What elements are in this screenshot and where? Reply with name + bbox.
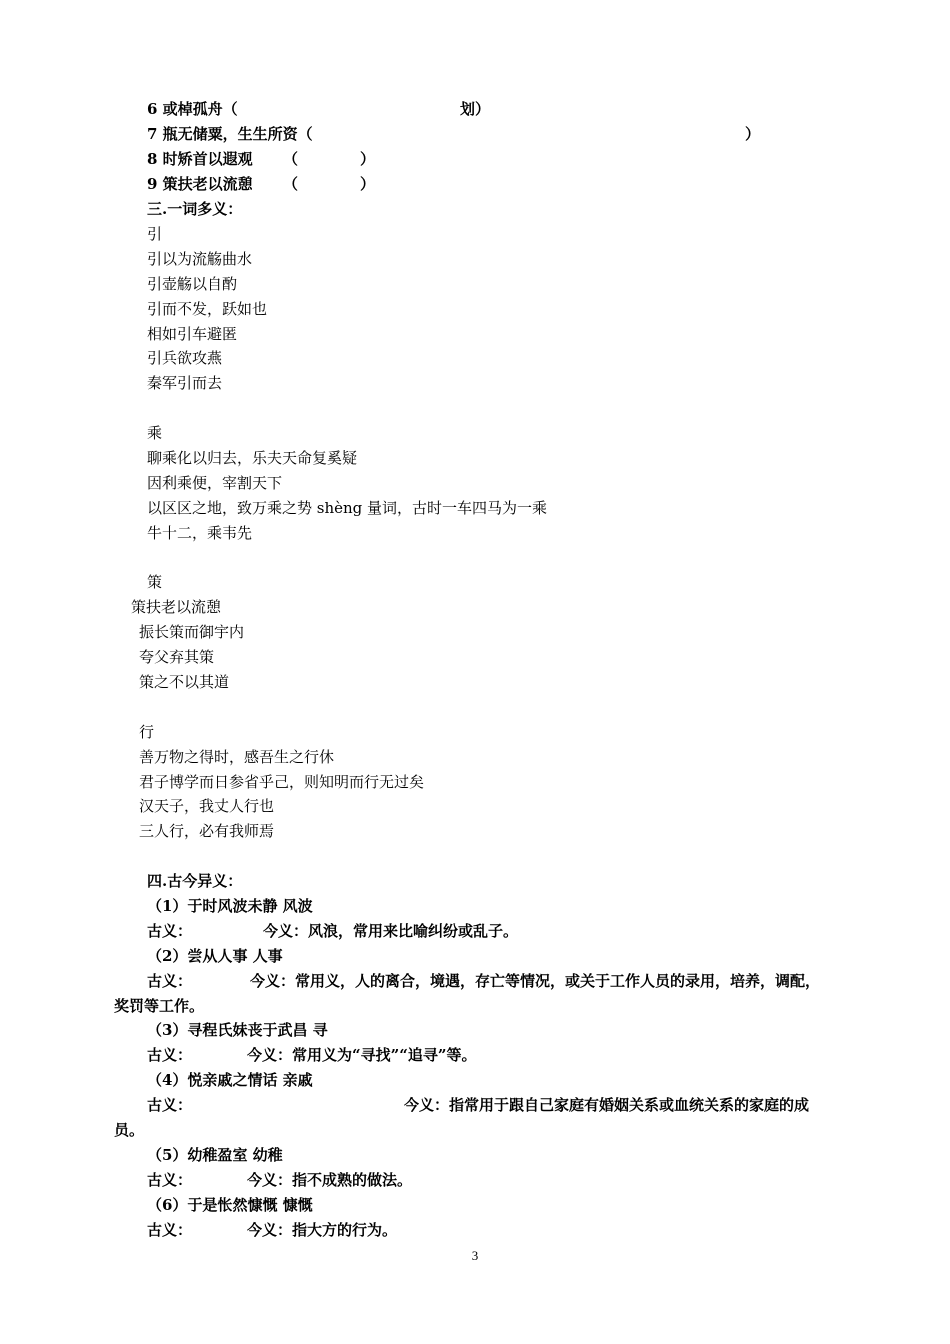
example-line: 引以为流觞曲水 <box>147 250 253 268</box>
item-8-open: （ <box>283 150 299 168</box>
example-line: 牛十二，乘韦先 <box>147 524 253 542</box>
item-title: （4）悦亲戚之情话 亲戚 <box>147 1071 313 1089</box>
section4-heading: 四.古今异义： <box>147 872 243 890</box>
item-6-text: 6 或棹孤舟（ <box>147 100 238 118</box>
example-line: 三人行，必有我师焉 <box>139 822 275 840</box>
item-8-close: ） <box>360 150 376 168</box>
example-line: 秦军引而去 <box>147 374 223 392</box>
word-cheng: 乘 <box>147 424 163 442</box>
item-9-open: （ <box>283 175 299 193</box>
gu-label: 古义： <box>147 1221 193 1239</box>
item-7-text: 7 瓶无储粟，生生所资（ <box>147 125 313 143</box>
jin-continuation: 奖罚等工作。 <box>114 997 205 1015</box>
jin-definition: 今义：指不成熟的做法。 <box>247 1171 413 1189</box>
jin-definition: 今义：指大方的行为。 <box>247 1221 398 1239</box>
item-title: （3）寻程氏妹丧于武昌 寻 <box>147 1021 328 1039</box>
item-6-close: 划） <box>460 100 491 118</box>
item-title: （1）于时风波未静 风波 <box>147 897 313 915</box>
word-yin: 引 <box>147 225 163 243</box>
word-xing: 行 <box>139 723 155 741</box>
example-line: 策之不以其道 <box>139 673 230 691</box>
gu-label: 古义： <box>147 1046 193 1064</box>
example-line: 夸父弃其策 <box>139 648 215 666</box>
gu-label: 古义： <box>147 922 193 940</box>
example-line: 聊乘化以归去，乐夫天命复奚疑 <box>147 449 358 467</box>
word-ce: 策 <box>147 573 163 591</box>
example-line: 善万物之得时，感吾生之行休 <box>139 748 335 766</box>
item-8-text: 8 时矫首以遐观 <box>147 150 253 168</box>
example-line: 因利乘便，宰割天下 <box>147 474 283 492</box>
example-line: 引而不发，跃如也 <box>147 300 268 318</box>
gu-label: 古义： <box>147 1171 193 1189</box>
example-line: 振长策而御宇内 <box>139 623 245 641</box>
item-9-text: 9 策扶老以流憩 <box>147 175 253 193</box>
gu-label: 古义： <box>147 972 193 990</box>
item-title: （2）尝从人事 人事 <box>147 947 283 965</box>
example-line: 君子博学而日参省乎己，则知明而行无过矣 <box>139 773 425 791</box>
jin-continuation: 员。 <box>114 1121 145 1139</box>
item-title: （6）于是怅然慷慨 慷慨 <box>147 1196 313 1214</box>
item-9-close: ） <box>360 175 376 193</box>
gu-label: 古义： <box>147 1096 193 1114</box>
example-line: 策扶老以流憩 <box>131 598 222 616</box>
example-line: 相如引车避匿 <box>147 325 238 343</box>
jin-definition: 今义：指常用于跟自己家庭有婚姻关系或血统关系的家庭的成 <box>404 1096 810 1114</box>
page-number: 3 <box>471 1248 479 1263</box>
jin-definition: 今义：常用义为“寻找”“追寻”等。 <box>247 1046 477 1064</box>
jin-definition: 今义：常用义，人的离合，境遇，存亡等情况，或关于工作人员的录用，培养，调配， <box>250 972 821 990</box>
jin-definition: 今义：风浪，常用来比喻纠纷或乱子。 <box>263 922 519 940</box>
section3-heading: 三.一词多义： <box>147 200 243 218</box>
item-7-close: ） <box>745 125 761 143</box>
example-line: 引兵欲攻燕 <box>147 349 223 367</box>
example-line: 引壶觞以自酌 <box>147 275 238 293</box>
item-title: （5）幼稚盈室 幼稚 <box>147 1146 283 1164</box>
example-line: 汉天子，我丈人行也 <box>139 797 275 815</box>
example-line: 以区区之地，致万乘之势 shèng 量词，古时一车四马为一乘 <box>147 499 548 517</box>
